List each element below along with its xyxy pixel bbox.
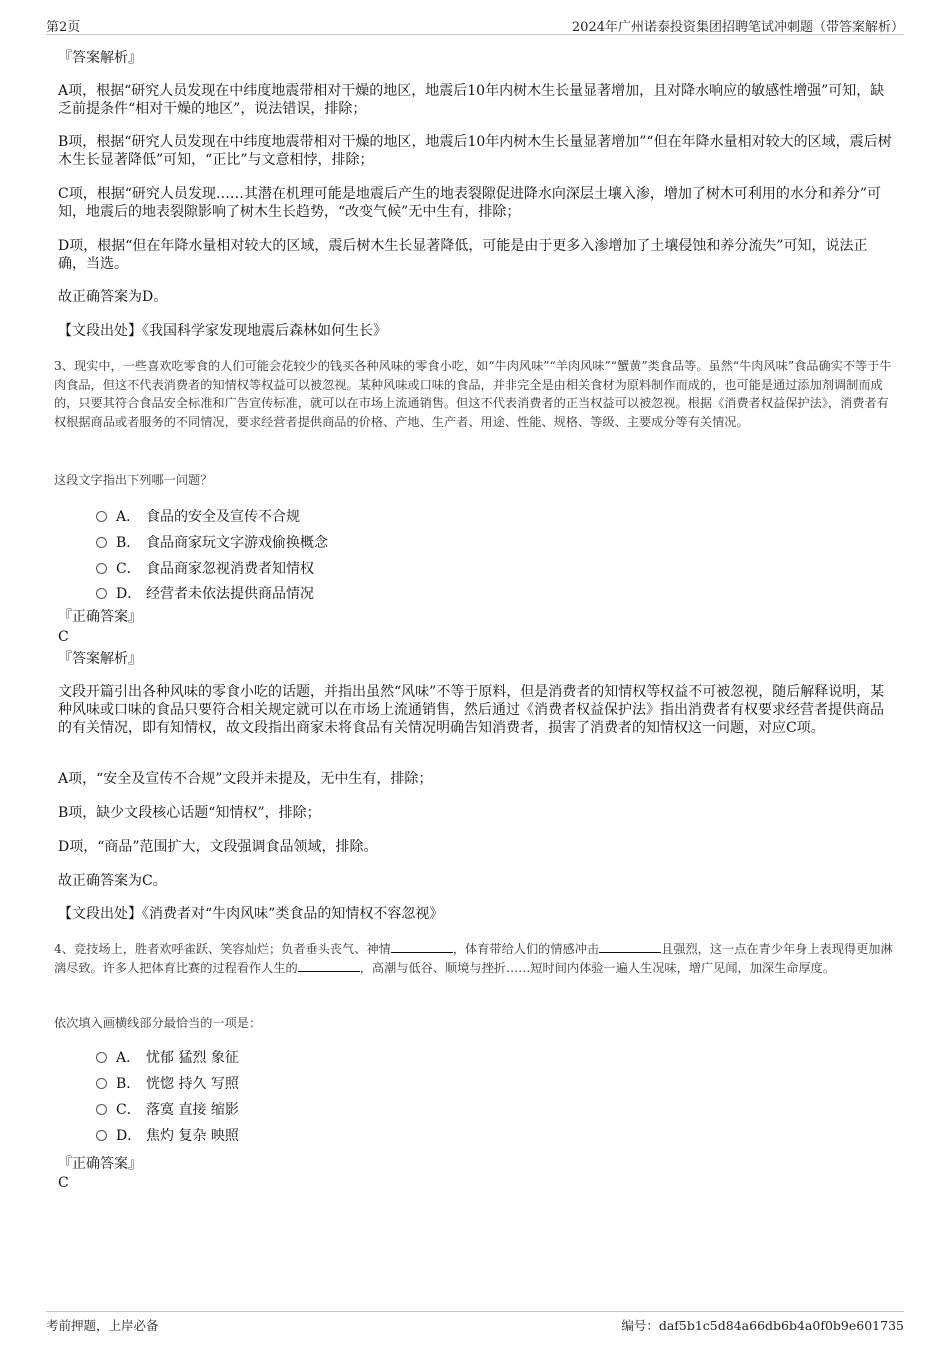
q3-option-d[interactable]: D． 经营者未依法提供商品情况 xyxy=(96,585,314,603)
q2-analysis-c: C项，根据“研究人员发现……其潜在机理可能是地震后产生的地表裂隙促进降水向深层土壤入渗，增加了树木可利用的水分和养分”可知，地震后的地表裂隙影响了树木生长趋势，“改变气候”无中生有，排除； xyxy=(58,186,882,220)
q2-conclusion: 故正确答案为D。 xyxy=(58,289,168,305)
q4-question: 依次填入画横线部分最恰当的一项是： xyxy=(54,1016,262,1030)
page-footer xyxy=(46,1311,904,1334)
q4-option-d[interactable]: D． 焦灼 复杂 映照 xyxy=(96,1127,239,1145)
radio-icon[interactable] xyxy=(96,511,107,522)
q2-analysis-label: 『答案解析』 xyxy=(58,50,142,66)
q4-option-b[interactable]: B． 恍惚 持久 写照 xyxy=(96,1075,239,1093)
radio-icon[interactable] xyxy=(96,1078,107,1089)
q3-option-b[interactable]: B． 食品商家玩文字游戏偷换概念 xyxy=(96,534,328,552)
q3-analysis-d: D项，“商品”范围扩大，文段强调食品领域，排除。 xyxy=(58,839,378,855)
radio-icon[interactable] xyxy=(96,1104,107,1115)
radio-icon[interactable] xyxy=(96,563,107,574)
q3-answer-label: 『正确答案』 xyxy=(58,609,142,625)
q2-analysis-a: A项，根据“研究人员发现在中纬度地震带相对干燥的地区，地震后10年内树木生长量显著增加，且对降水响应的敏感性增强”可知，缺乏前提条件“相对干燥的地区”，说法错误，排除； xyxy=(58,83,885,117)
footer-slogan: 考前押题，上岸必备 xyxy=(46,1318,159,1333)
page-number: 第2页 xyxy=(46,20,81,35)
fill-blank-2 xyxy=(599,940,661,953)
q4-option-c[interactable]: C． 落寞 直接 缩影 xyxy=(96,1101,239,1119)
radio-icon[interactable] xyxy=(96,537,107,548)
q4-passage: 4、竞技场上，胜者欢呼雀跃、笑容灿烂；负者垂头丧气、神情 ，体育带给人们的情感冲击 且强烈，这一点在青少年身上表现得更加淋漓尽致。许多人把体育比赛的过程看作人生的 ，高潮与低谷、顺境与挫折……短时间内体验一遍人生况味，增广见闻，加深生命厚度。 xyxy=(54,942,893,975)
q4-option-a[interactable]: A． 忧郁 猛烈 象征 xyxy=(96,1049,239,1067)
q3-question: 这段文字指出下列哪一问题？ xyxy=(54,473,213,487)
radio-icon[interactable] xyxy=(96,1130,107,1141)
q4-answer-label: 『正确答案』 xyxy=(58,1156,142,1172)
q2-analysis-d: D项，根据“但在年降水量相对较大的区域，震后树木生长显著降低，可能是由于更多入渗增加了土壤侵蚀和养分流失”可知，说法正确，当选。 xyxy=(58,238,868,272)
radio-icon[interactable] xyxy=(96,1052,107,1063)
q2-source: 【文段出处】《我国科学家发现地震后森林如何生长》 xyxy=(58,323,387,339)
q3-analysis-b: B项，缺少文段核心话题“知情权”，排除； xyxy=(58,805,321,821)
document-title: 2024年广州诺泰投资集团招聘笔试冲刺题（带答案解析） xyxy=(571,20,904,35)
page-header xyxy=(46,14,904,35)
q4-answer: C xyxy=(58,1175,69,1191)
q3-answer: C xyxy=(58,629,69,645)
q3-option-c[interactable]: C． 食品商家忽视消费者知情权 xyxy=(96,560,314,578)
q3-passage: 3、现实中，一些喜欢吃零食的人们可能会花较少的钱买各种风味的零食小吃，如“牛肉风味”“羊肉风味”“蟹黄”类食品等。虽然“牛肉风味”食品确实不等于牛肉食品，但这不代表消费者的知情权等权益可以被忽视。某种风味或口味的食品，并非完全是由相关食材为原料制作而成的，也可能是通过添加剂调制而成的，只要其符合食品安全标准和广告宣传标准，就可以在市场上流通销售。但这不代表消费者的正当权益可以被忽视。根据《消费者权益保护法》，消费者有权根据商品或者服务的不同情况，要求经营者提供商品的价格、产地、生产者、用途、性能、规格、等级、主要成分等有关情况。 xyxy=(54,359,892,429)
q3-conclusion: 故正确答案为C。 xyxy=(58,873,167,889)
q3-analysis-a: A项，“安全及宣传不合规”文段并未提及，无中生有，排除； xyxy=(58,771,433,787)
q3-analysis: 文段开篇引出各种风味的零食小吃的话题，并指出虽然“风味”不等于原料，但是消费者的知情权等权益不可被忽视，随后解释说明，某种风味或口味的食品只要符合相关规定就可以在市场上流通销售，然后通过《消费者权益保护法》指出消费者有权要求经营者提供商品的有关情况，即有知情权，故文段指出商家未将食品有关情况明确告知消费者，损害了消费者的知情权这一问题，对应C项。 xyxy=(58,684,885,736)
radio-icon[interactable] xyxy=(96,588,107,599)
q2-analysis-b: B项，根据“研究人员发现在中纬度地震带相对干燥的地区，地震后10年内树木生长量显著增加”“但在年降水量相对较大的区域，震后树木生长显著降低”可知，“正比”与文意相悖，排除； xyxy=(58,134,892,168)
fill-blank-3 xyxy=(298,959,360,972)
q3-source: 【文段出处】《消费者对“牛肉风味”类食品的知情权不容忽视》 xyxy=(58,906,444,922)
q3-option-a[interactable]: A． 食品的安全及宣传不合规 xyxy=(96,508,300,526)
fill-blank-1 xyxy=(391,940,453,953)
q3-analysis-label: 『答案解析』 xyxy=(58,651,142,667)
document-code: 编号：daf5b1c5d84a66db6b4a0f0b9e601735 xyxy=(621,1318,904,1333)
